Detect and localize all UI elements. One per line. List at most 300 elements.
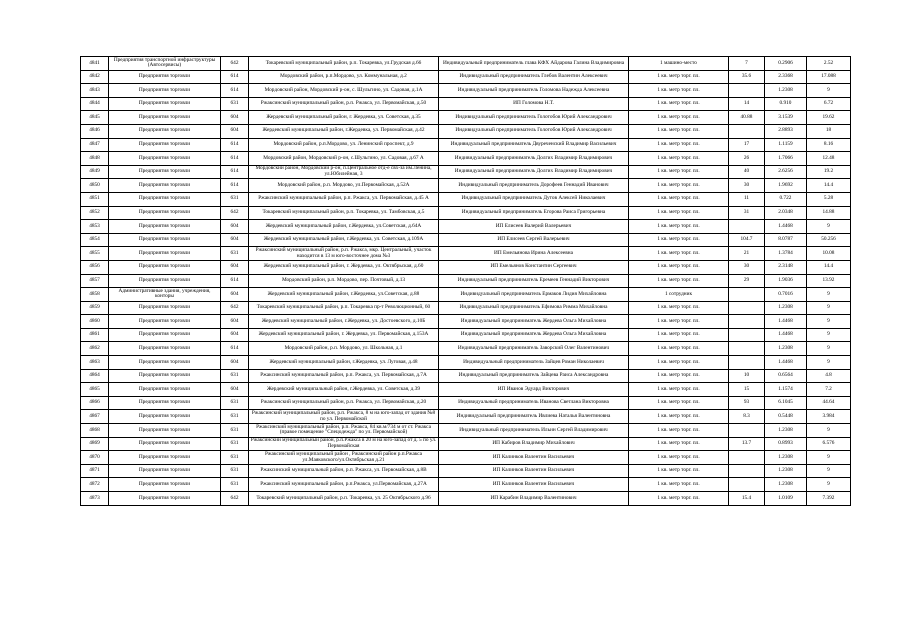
cell-address: Жердевский муниципальный район, г.Жердевка, ул.Советская, д.64А — [249, 220, 439, 234]
cell-address: Мордовский район, Мордовский р-он, п.Центральное отд-е свх-за им.Ленина, ул.Юбилейная, 3 — [249, 165, 439, 179]
cell-owner: Индивидуальный предприниматель Голотобов Юрий Александрович — [439, 111, 629, 125]
table-row — [81, 288, 851, 302]
cell-id: 4862 — [81, 342, 109, 356]
table-row — [81, 369, 851, 383]
table-row — [81, 124, 851, 138]
cell-area3: 12.48 — [807, 152, 851, 166]
cell-owner: Индивидуальный предприниматель Двуреченский Владимир Васильевич — [439, 138, 629, 152]
cell-code: 604 — [221, 220, 249, 234]
cell-area1: 104.7 — [729, 233, 765, 247]
cell-area1 — [729, 220, 765, 234]
cell-category: 1 кв. метр торг. пл. — [629, 220, 729, 234]
cell-area1 — [729, 424, 765, 438]
table-row — [81, 57, 851, 71]
table-row — [81, 233, 851, 247]
cell-id: 4844 — [81, 97, 109, 111]
table-row — [81, 356, 851, 370]
cell-area2: 0.8993 — [765, 437, 807, 451]
cell-area3: 9 — [807, 464, 851, 478]
cell-type: Предприятия торговли — [109, 70, 221, 84]
cell-type: Предприятия торговли — [109, 315, 221, 329]
cell-address: Жердевский муниципальный район, г.Жердевка, ул. Достоевского, д.10Б — [249, 315, 439, 329]
cell-area2: 0.722 — [765, 192, 807, 206]
cell-area2: 1.1159 — [765, 138, 807, 152]
table-row — [81, 301, 851, 315]
cell-address: Ржаксинский муниципальный район , Ржаксинский район р.п.Ржакса ул.Маяковского/ул.Октябрьская д.21 — [249, 451, 439, 465]
cell-type: Предприятия торговли — [109, 247, 221, 261]
cell-area2: 1.9036 — [765, 274, 807, 288]
cell-id: 4871 — [81, 464, 109, 478]
cell-area3: 14.4 — [807, 179, 851, 193]
cell-type: Предприятия торговли — [109, 152, 221, 166]
cell-owner: Индивидуальный предприниматель Ефимова Римма Михайловна — [439, 301, 629, 315]
cell-code: 604 — [221, 124, 249, 138]
cell-code: 631 — [221, 396, 249, 410]
cell-owner: Индивидуальный предприниматель Ермаков Лидия Михайловна — [439, 288, 629, 302]
cell-area3: 8.16 — [807, 138, 851, 152]
table-row — [81, 315, 851, 329]
cell-address: Жердевский муниципальный район, г.Жердевка, ул.Советская, д.88 — [249, 288, 439, 302]
cell-id: 4872 — [81, 478, 109, 492]
cell-code: 631 — [221, 478, 249, 492]
cell-id: 4869 — [81, 437, 109, 451]
cell-address: Ржаксинский муниципальный район, р.п. Ржакса, ул. Первомайская, д.20 — [249, 396, 439, 410]
table-row — [81, 424, 851, 438]
cell-owner: Индивидуальный предприниматель Ивлиева Наталья Валентиновна — [439, 410, 629, 424]
cell-address: Мордовский район, р.п. Мордово, ул.Первомайская, д.52А — [249, 179, 439, 193]
cell-area3: 9 — [807, 84, 851, 98]
table-body — [81, 57, 851, 506]
cell-area2: 2.8893 — [765, 124, 807, 138]
cell-area2: 1.2308 — [765, 84, 807, 98]
cell-owner: Индивидуальный предприниматель Еремеев Геннадий Викторович — [439, 274, 629, 288]
cell-code: 614 — [221, 84, 249, 98]
cell-area3: 7.2 — [807, 383, 851, 397]
cell-owner: Индивидуальный предприниматель Голотобов Юрий Александрович — [439, 124, 629, 138]
cell-code: 614 — [221, 152, 249, 166]
cell-area3: 9 — [807, 315, 851, 329]
cell-type: Предприятия торговли — [109, 274, 221, 288]
cell-area1 — [729, 478, 765, 492]
cell-code: 642 — [221, 206, 249, 220]
cell-id: 4848 — [81, 152, 109, 166]
cell-id: 4863 — [81, 356, 109, 370]
cell-code: 614 — [221, 342, 249, 356]
cell-category: 1 кв. метр торг. пл. — [629, 247, 729, 261]
cell-area1: 21 — [729, 247, 765, 261]
cell-code: 631 — [221, 369, 249, 383]
cell-address: Мордовский район, р.п. Мордово, пер. Почтовый, д.13 — [249, 274, 439, 288]
cell-area2: 1.2308 — [765, 424, 807, 438]
cell-category: 1 кв. метр торг. пл. — [629, 152, 729, 166]
cell-id: 4843 — [81, 84, 109, 98]
table-row — [81, 437, 851, 451]
cell-area1 — [729, 356, 765, 370]
cell-area1: 17 — [729, 138, 765, 152]
cell-type: Предприятия торговли — [109, 84, 221, 98]
cell-area1 — [729, 464, 765, 478]
cell-address: Токаревский муниципальный район, р.п. Токаревка, ул. Тамбовская, д.5 — [249, 206, 439, 220]
cell-category: 1 кв. метр торг. пл. — [629, 410, 729, 424]
table-row — [81, 464, 851, 478]
cell-id: 4850 — [81, 179, 109, 193]
cell-area3: 6.72 — [807, 97, 851, 111]
cell-address: Мордовский район, р.п. Мордово, ул. Школьная, д.1 — [249, 342, 439, 356]
cell-area2: 2.0348 — [765, 206, 807, 220]
cell-address: Токаревский муниципальный район, р.п. Токаревка, ул. 25 Октябрьского д.96 — [249, 492, 439, 506]
cell-address: Ржаксинский муниципальный район, р.п.Ржакса, ул.Первомайская, д.27А — [249, 478, 439, 492]
cell-area1 — [729, 328, 765, 342]
cell-owner: ИП Калинков Валентин Васильевич — [439, 451, 629, 465]
cell-category: 1 кв. метр торг. пл. — [629, 424, 729, 438]
table-row — [81, 260, 851, 274]
cell-owner: Индивидуальный предприниматель Егорова Раиса Григорьевна — [439, 206, 629, 220]
cell-area2: 0.6564 — [765, 369, 807, 383]
cell-category: 1 кв. метр торг. пл. — [629, 478, 729, 492]
cell-address: Жердевский муниципальный район, г.Жердевка, ул. Советская, д.109А — [249, 233, 439, 247]
cell-code: 631 — [221, 424, 249, 438]
cell-area2: 2.6256 — [765, 165, 807, 179]
cell-area1 — [729, 342, 765, 356]
cell-area2: 0.910 — [765, 97, 807, 111]
cell-type: Предприятия торговли — [109, 165, 221, 179]
cell-area2: 6.1045 — [765, 396, 807, 410]
cell-area2: 1.2308 — [765, 451, 807, 465]
cell-area3: 9 — [807, 451, 851, 465]
cell-category: 1 кв. метр торг. пл. — [629, 342, 729, 356]
cell-type: Предприятия торговли — [109, 301, 221, 315]
cell-address: Мордовский район, Мордовский р-он, с. Шульгино, ул. Садовая, д.1А — [249, 84, 439, 98]
cell-area3: 2.52 — [807, 57, 851, 71]
cell-address: Ржаксинский муниципальный район, р.п. Ржакса, мкр. Центральный, участок находится в 13 м юго-восточнее дома №3 — [249, 247, 439, 261]
cell-area3: 4.8 — [807, 369, 851, 383]
cell-area2: 8.0787 — [765, 233, 807, 247]
cell-area3: 9 — [807, 301, 851, 315]
cell-type: Предприятия торговли — [109, 424, 221, 438]
cell-area1: 29 — [729, 274, 765, 288]
cell-area2: 2.3368 — [765, 70, 807, 84]
table-row — [81, 478, 851, 492]
cell-address: Ржаксинский муниципальный район, р.п. Ржакса, 8 м на юго-запад от здания №8 по ул. Первомайской — [249, 410, 439, 424]
cell-type: Предприятия торговли — [109, 369, 221, 383]
cell-area3: 6.576 — [807, 437, 851, 451]
cell-area3: 5.28 — [807, 192, 851, 206]
cell-area3: 9 — [807, 424, 851, 438]
cell-owner: Индивидуальный предприниматель Долгих Владимир Владимирович — [439, 165, 629, 179]
cell-area2: 0.2906 — [765, 57, 807, 71]
cell-area1: 26 — [729, 152, 765, 166]
table-row — [81, 192, 851, 206]
cell-owner: Индивидуальный предприниматель Заворский Олег Валентинович — [439, 342, 629, 356]
cell-category: 1 кв. метр торг. пл. — [629, 492, 729, 506]
table-row — [81, 383, 851, 397]
cell-area1: 40 — [729, 165, 765, 179]
cell-type: Предприятия торговли — [109, 328, 221, 342]
cell-owner: Индивидуальный предприниматель Жердева Ольга Михайловна — [439, 328, 629, 342]
cell-type: Предприятия торговли — [109, 396, 221, 410]
cell-area1: 8.3 — [729, 410, 765, 424]
cell-category: 1 кв. метр торг. пл. — [629, 260, 729, 274]
cell-category: 1 кв. метр торг. пл. — [629, 70, 729, 84]
cell-category: 1 сотрудник — [629, 288, 729, 302]
cell-address: Ржаксинский муниципальный район, р.п.Ржакса в 20 м на юго-запад от д. 5 по ул. Первомайская — [249, 437, 439, 451]
cell-area2: 1.4468 — [765, 315, 807, 329]
cell-owner: Индивидуальный предприниматель Жердева Ольга Михайловна — [439, 315, 629, 329]
cell-type: Предприятия торговли — [109, 410, 221, 424]
cell-area3: 19.2 — [807, 165, 851, 179]
cell-code: 642 — [221, 492, 249, 506]
cell-code: 642 — [221, 57, 249, 71]
cell-area2: 0.5448 — [765, 410, 807, 424]
table-row — [81, 247, 851, 261]
cell-id: 4868 — [81, 424, 109, 438]
cell-id: 4841 — [81, 57, 109, 71]
cell-code: 631 — [221, 192, 249, 206]
table-row — [81, 328, 851, 342]
cell-area2: 3.1539 — [765, 111, 807, 125]
cell-type: Предприятия торговли — [109, 220, 221, 234]
cell-id: 4853 — [81, 220, 109, 234]
cell-area3: 7.392 — [807, 492, 851, 506]
cell-id: 4854 — [81, 233, 109, 247]
cell-id: 4852 — [81, 206, 109, 220]
table-row — [81, 152, 851, 166]
cell-area2: 1.1574 — [765, 383, 807, 397]
cell-area1: 30 — [729, 260, 765, 274]
cell-area1: 40.88 — [729, 111, 765, 125]
cell-owner: Индивидуальный предприниматель Зайцева Раиса Александровна — [439, 369, 629, 383]
cell-address: Ржаксинский муниципальный район, р.п. Ржакса, ул. Первомайская, д.50 — [249, 97, 439, 111]
cell-category: 1 кв. метр торг. пл. — [629, 396, 729, 410]
cell-owner: ИП Елисеев Валерий Валерьевич — [439, 220, 629, 234]
cell-code: 642 — [221, 301, 249, 315]
table-row — [81, 70, 851, 84]
cell-type: Предприятия торговли — [109, 179, 221, 193]
cell-id: 4857 — [81, 274, 109, 288]
table-row — [81, 179, 851, 193]
cell-address: Жердевский муниципальный район, г. Жердевка, ул. Советская, д.35 — [249, 111, 439, 125]
cell-owner: ИП Голомова Н.Т. — [439, 97, 629, 111]
cell-address: Ржаксинский муниципальный район, р.п. Ржакса, ул. Первомайская, д.45 А — [249, 192, 439, 206]
cell-area3: 9 — [807, 220, 851, 234]
cell-category: 1 кв. метр торг. пл. — [629, 84, 729, 98]
cell-area3: 9 — [807, 478, 851, 492]
cell-type: Предприятия торговли — [109, 342, 221, 356]
cell-area1: 10 — [729, 369, 765, 383]
cell-area2: 2.3148 — [765, 260, 807, 274]
cell-id: 4855 — [81, 247, 109, 261]
cell-address: Жердевский муниципальный район, г. Жердевка, ул. Октябрьская, д.60 — [249, 260, 439, 274]
cell-category: 1 кв. метр торг. пл. — [629, 315, 729, 329]
cell-area2: 0.7016 — [765, 288, 807, 302]
cell-code: 614 — [221, 70, 249, 84]
cell-type: Предприятия торговли — [109, 138, 221, 152]
cell-area1 — [729, 451, 765, 465]
cell-type: Предприятия торговли — [109, 124, 221, 138]
cell-id: 4859 — [81, 301, 109, 315]
cell-category: 1 кв. метр торг. пл. — [629, 111, 729, 125]
cell-owner: Индивидуальный предприниматель Глебов Валентин Алексеевич — [439, 70, 629, 84]
cell-code: 604 — [221, 260, 249, 274]
cell-area1 — [729, 301, 765, 315]
cell-type: Предприятия торговли — [109, 206, 221, 220]
cell-area2: 1.7066 — [765, 152, 807, 166]
cell-code: 631 — [221, 97, 249, 111]
cell-category: 1 кв. метр торг. пл. — [629, 328, 729, 342]
cell-category: 1 кв. метр торг. пл. — [629, 233, 729, 247]
cell-id: 4860 — [81, 315, 109, 329]
cell-category: 1 кв. метр торг. пл. — [629, 124, 729, 138]
cell-area3: 50.256 — [807, 233, 851, 247]
cell-area1: 35.6 — [729, 70, 765, 84]
cell-area3: 17.088 — [807, 70, 851, 84]
cell-area2: 1.4468 — [765, 356, 807, 370]
records-table — [80, 56, 851, 506]
cell-area2: 1.0109 — [765, 492, 807, 506]
cell-owner: ИП Иванов Эдуард Викторович — [439, 383, 629, 397]
cell-address: Ржаксинский муниципальный район, р.п. Ржакса, 84 кв.м/734 м от ст. Ржакса (правое помещение "Спецодежда" по ул. Первомайской) — [249, 424, 439, 438]
cell-owner: Индивидуальный предприниматель Иванова Светлана Викторовна — [439, 396, 629, 410]
cell-area2: 1.2308 — [765, 301, 807, 315]
table-row — [81, 206, 851, 220]
cell-category: 1 кв. метр торг. пл. — [629, 383, 729, 397]
cell-area2: 1.2308 — [765, 342, 807, 356]
cell-type: Предприятия торговли — [109, 356, 221, 370]
cell-type: Административные здания, учреждения, конторы — [109, 288, 221, 302]
cell-address: Жердевский муниципальный район, г.Жердевка, ул. Луговая, д.48 — [249, 356, 439, 370]
cell-area3: 3.984 — [807, 410, 851, 424]
cell-owner: ИП Карабин Владимир Валентинович — [439, 492, 629, 506]
cell-area3: 44.64 — [807, 396, 851, 410]
cell-area1: 15 — [729, 383, 765, 397]
cell-code: 631 — [221, 247, 249, 261]
cell-code: 614 — [221, 165, 249, 179]
cell-id: 4851 — [81, 192, 109, 206]
cell-owner: Индивидуальный предприниматель Зайцев Роман Николаевич — [439, 356, 629, 370]
cell-id: 4870 — [81, 451, 109, 465]
cell-owner: Индивидуальный предприниматель Дорофеев Геннадий Иванович — [439, 179, 629, 193]
cell-owner: Индивидуальный предприниматель Дутов Алексей Николаевич — [439, 192, 629, 206]
cell-area1 — [729, 315, 765, 329]
cell-owner: ИП Кабиров Владимир Михайлович — [439, 437, 629, 451]
cell-category: 1 кв. метр торг. пл. — [629, 369, 729, 383]
cell-address: Ржаксинский муниципальный район, р.п. Ржакса, ул. Первомайская, д.8В — [249, 464, 439, 478]
cell-owner: ИП Емельянова Ирина Алексеевна — [439, 247, 629, 261]
cell-code: 631 — [221, 437, 249, 451]
cell-owner: Индивидуальный предприниматель Долгих Владимир Владимирович — [439, 152, 629, 166]
cell-type: Предприятия торговли — [109, 464, 221, 478]
cell-address: Токаревский муниципальный район, р.п. Токаревка, ул.Грудская д.66 — [249, 57, 439, 71]
cell-area2: 1.4468 — [765, 328, 807, 342]
cell-code: 604 — [221, 288, 249, 302]
cell-code: 604 — [221, 111, 249, 125]
cell-type: Предприятия торговли — [109, 233, 221, 247]
cell-area3: 14.88 — [807, 206, 851, 220]
cell-code: 631 — [221, 464, 249, 478]
cell-area3: 18 — [807, 124, 851, 138]
cell-id: 4867 — [81, 410, 109, 424]
cell-address: Мордовский район, Мордовский р-он, с.Шульгино, ул. Садовая, д.67 А — [249, 152, 439, 166]
cell-id: 4864 — [81, 369, 109, 383]
cell-address: Жердевский муниципальный район, г.Жердевка, ул. Первомайская, д.42 — [249, 124, 439, 138]
cell-area3: 9 — [807, 342, 851, 356]
cell-code: 631 — [221, 451, 249, 465]
cell-id: 4873 — [81, 492, 109, 506]
cell-code: 604 — [221, 328, 249, 342]
cell-area1: 7 — [729, 57, 765, 71]
cell-area3: 9 — [807, 328, 851, 342]
cell-id: 4846 — [81, 124, 109, 138]
cell-category: 1 кв. метр торг. пл. — [629, 274, 729, 288]
cell-area1 — [729, 124, 765, 138]
cell-type: Предприятия торговли — [109, 383, 221, 397]
cell-category: 1 кв. метр торг. пл. — [629, 437, 729, 451]
cell-id: 4849 — [81, 165, 109, 179]
cell-type: Предприятия торговли — [109, 111, 221, 125]
cell-owner: ИП Калинков Валентин Васильевич — [439, 478, 629, 492]
cell-area2: 1.9692 — [765, 179, 807, 193]
cell-owner: Индивидуальный предприниматель Голомова Надежда Алексеевна — [439, 84, 629, 98]
cell-area3: 19.62 — [807, 111, 851, 125]
table-row — [81, 410, 851, 424]
cell-code: 604 — [221, 233, 249, 247]
cell-area1: 14 — [729, 97, 765, 111]
cell-id: 4866 — [81, 396, 109, 410]
table-row — [81, 492, 851, 506]
cell-area1: 30 — [729, 179, 765, 193]
cell-owner: Индивидуальный предприниматель глава КФХ Айдарова Галина Владимировна — [439, 57, 629, 71]
table-row — [81, 84, 851, 98]
cell-category: 1 кв. метр торг. пл. — [629, 138, 729, 152]
cell-area1: 13.7 — [729, 437, 765, 451]
cell-area1: 93 — [729, 396, 765, 410]
cell-address: Мордовский район, р.п.Мордово, ул. Коммунальная, д.2 — [249, 70, 439, 84]
table-row — [81, 342, 851, 356]
cell-area2: 1.4468 — [765, 220, 807, 234]
table-row — [81, 97, 851, 111]
cell-code: 604 — [221, 383, 249, 397]
cell-category: 1 кв. метр торг. пл. — [629, 206, 729, 220]
cell-code: 614 — [221, 179, 249, 193]
cell-type: Предприятия торговли — [109, 451, 221, 465]
cell-area3: 13.92 — [807, 274, 851, 288]
cell-area2: 1.2308 — [765, 464, 807, 478]
cell-area1: 31 — [729, 206, 765, 220]
table-row — [81, 274, 851, 288]
cell-owner: ИП Калинков Валентин Васильевич — [439, 464, 629, 478]
cell-owner: Индивидуальный предприниматель Ильин Сергей Владимирович — [439, 424, 629, 438]
cell-type: Предприятия торговли — [109, 492, 221, 506]
cell-type: Предприятия транспортной инфраструктуры (Автосервисы) — [109, 57, 221, 71]
cell-code: 604 — [221, 356, 249, 370]
cell-area2: 1.3784 — [765, 247, 807, 261]
cell-category: 1 кв. метр торг. пл. — [629, 301, 729, 315]
cell-address: Жердевский муниципальный район, г.Жердевка, ул. Советская, д.39 — [249, 383, 439, 397]
table-row — [81, 396, 851, 410]
cell-code: 631 — [221, 410, 249, 424]
table-row — [81, 451, 851, 465]
cell-area2: 1.2308 — [765, 478, 807, 492]
cell-category: 1 кв. метр торг. пл. — [629, 356, 729, 370]
table-row — [81, 220, 851, 234]
cell-category: 1 кв. метр торг. пл. — [629, 192, 729, 206]
cell-owner: ИП Елисеев Сергей Валерьевич — [439, 233, 629, 247]
cell-category: 1 кв. метр торг. пл. — [629, 464, 729, 478]
cell-category: 1 кв. метр торг. пл. — [629, 97, 729, 111]
cell-area1 — [729, 84, 765, 98]
cell-category: 1 кв. метр торг. пл. — [629, 165, 729, 179]
cell-type: Предприятия торговли — [109, 260, 221, 274]
